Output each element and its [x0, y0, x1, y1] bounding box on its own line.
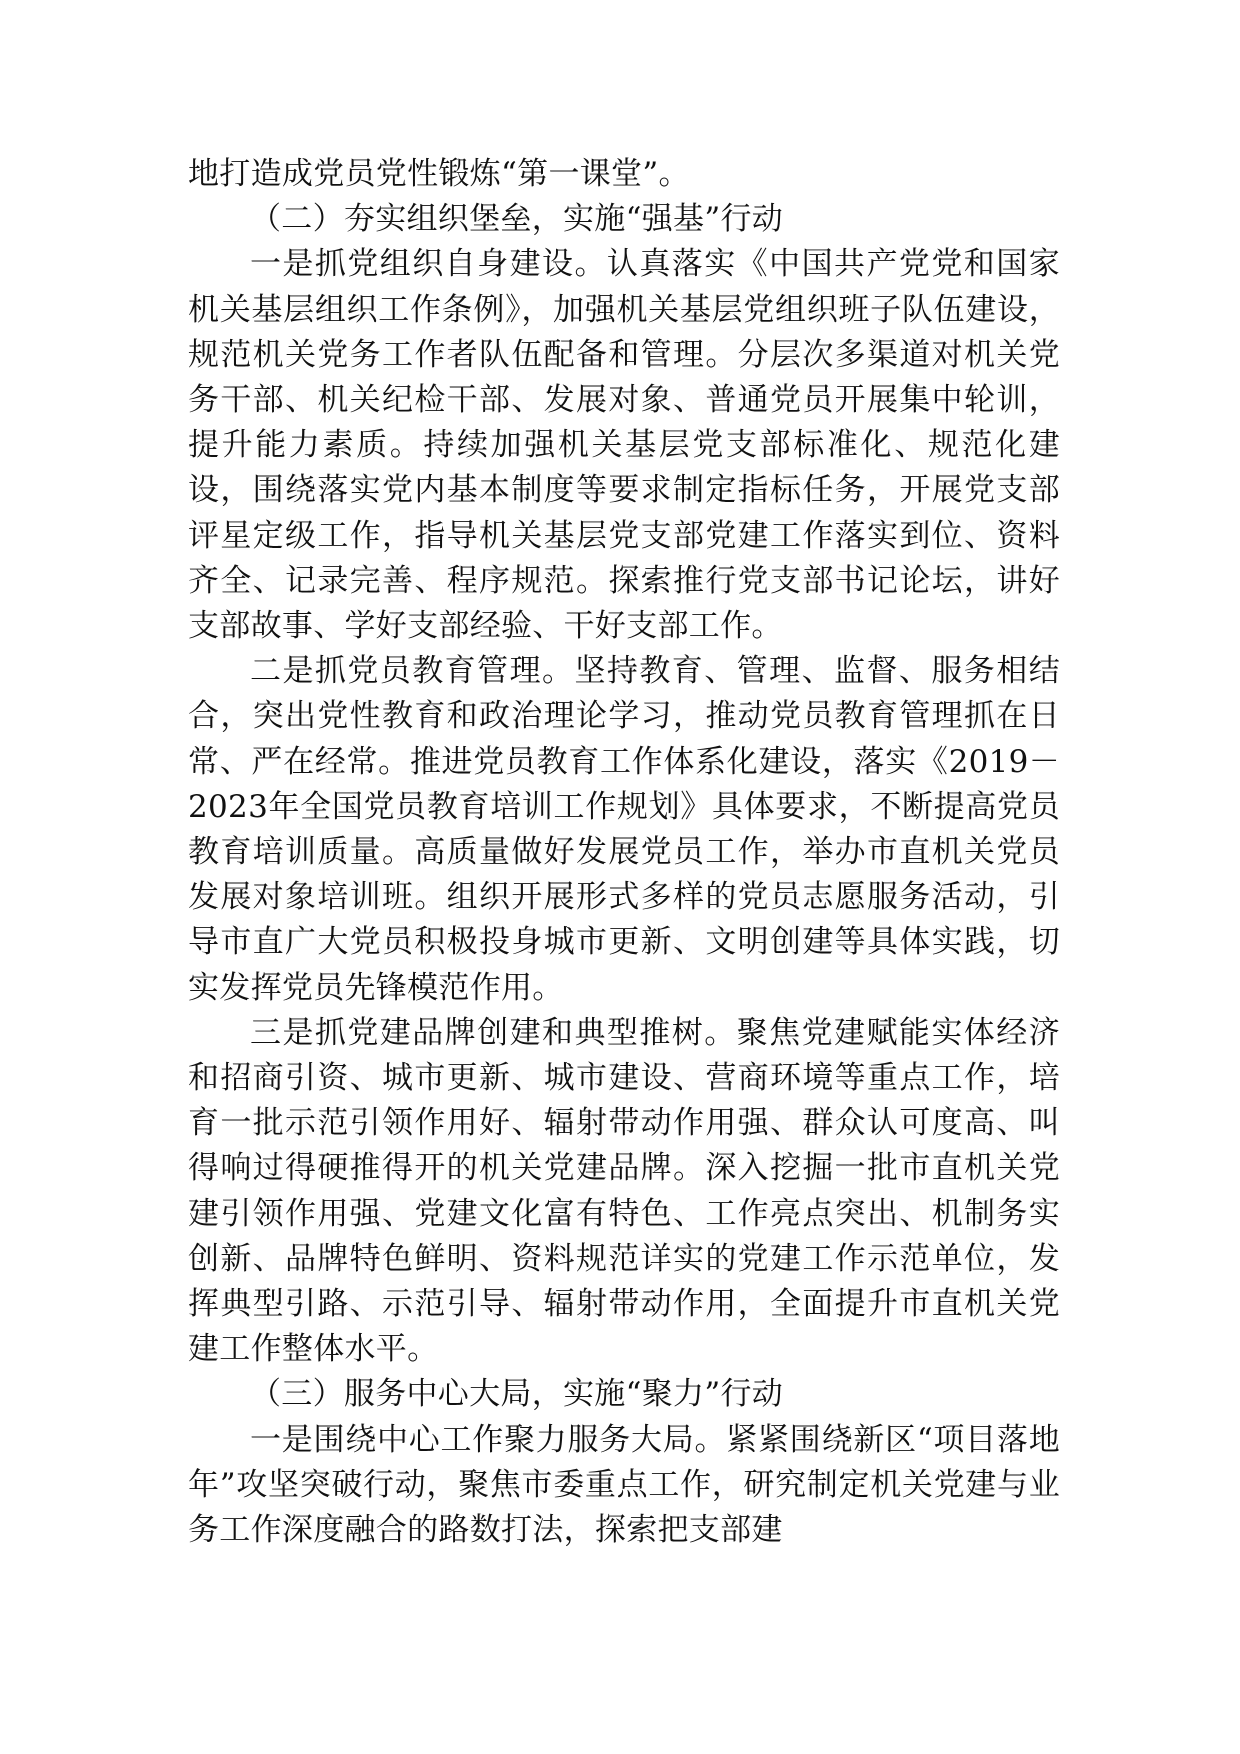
paragraph-continuation: 地打造成党员党性锻炼“第一课堂”。	[188, 156, 690, 192]
paragraph-serve-center: 一是围绕中心工作聚力服务大局。紧紧围绕新区“项目落地年”攻坚突破行动，聚焦市委重点工作，研究制定机关党建与业务工作深度融合的路数打法，探索把支部建	[188, 1421, 1060, 1549]
section-heading-2: （二）夯实组织堡垒，实施“强基”行动	[250, 201, 784, 238]
section-heading-3: （三）服务中心大局，实施“聚力”行动	[250, 1376, 784, 1413]
paragraph-member-education: 二是抓党员教育管理。坚持教育、管理、监督、服务相结合，突出党性教育和政治理论学习，推动党员教育管理抓在日常、严在经常。推进党员教育工作体系化建设，落实《2019－2023年全国党员教育培训工作规划》具体要求，不断提高党员教育培训质量。高质量做好发展党员工作，举办市直机关党员发展对象培训班。组织开展形式多样的党员志愿服务活动，引导市直广大党员积极投身城市更新、文明创建等具体实践，切实发挥党员先锋模范作用。	[188, 653, 1060, 1006]
paragraph-party-organization: 一是抓党组织自身建设。认真落实《中国共产党党和国家机关基层组织工作条例》，加强机关基层党组织班子队伍建设，规范机关党务工作者队伍配备和管理。分层次多渠道对机关党务干部、机关纪检干部、发展对象、普通党员开展集中轮训，提升能力素质。持续加强机关基层党支部标准化、规范化建设，围绕落实党内基本制度等要求制定指标任务，开展党支部评星定级工作，指导机关基层党支部党建工作落实到位、资料齐全、记录完善、程序规范。探索推行党支部书记论坛，讲好支部故事、学好支部经验、干好支部工作。	[188, 246, 1060, 645]
document-body	[188, 152, 1060, 1553]
paragraph-brand-building: 三是抓党建品牌创建和典型推树。聚焦党建赋能实体经济和招商引资、城市更新、城市建设、营商环境等重点工作，培育一批示范引领作用好、辐射带动作用强、群众认可度高、叫得响过得硬推得开的机关党建品牌。深入挖掘一批市直机关党建引领作用强、党建文化富有特色、工作亮点突出、机制务实创新、品牌特色鲜明、资料规范详实的党建工作示范单位，发挥典型引路、示范引导、辐射带动作用，全面提升市直机关党建工作整体水平。	[188, 1014, 1060, 1368]
